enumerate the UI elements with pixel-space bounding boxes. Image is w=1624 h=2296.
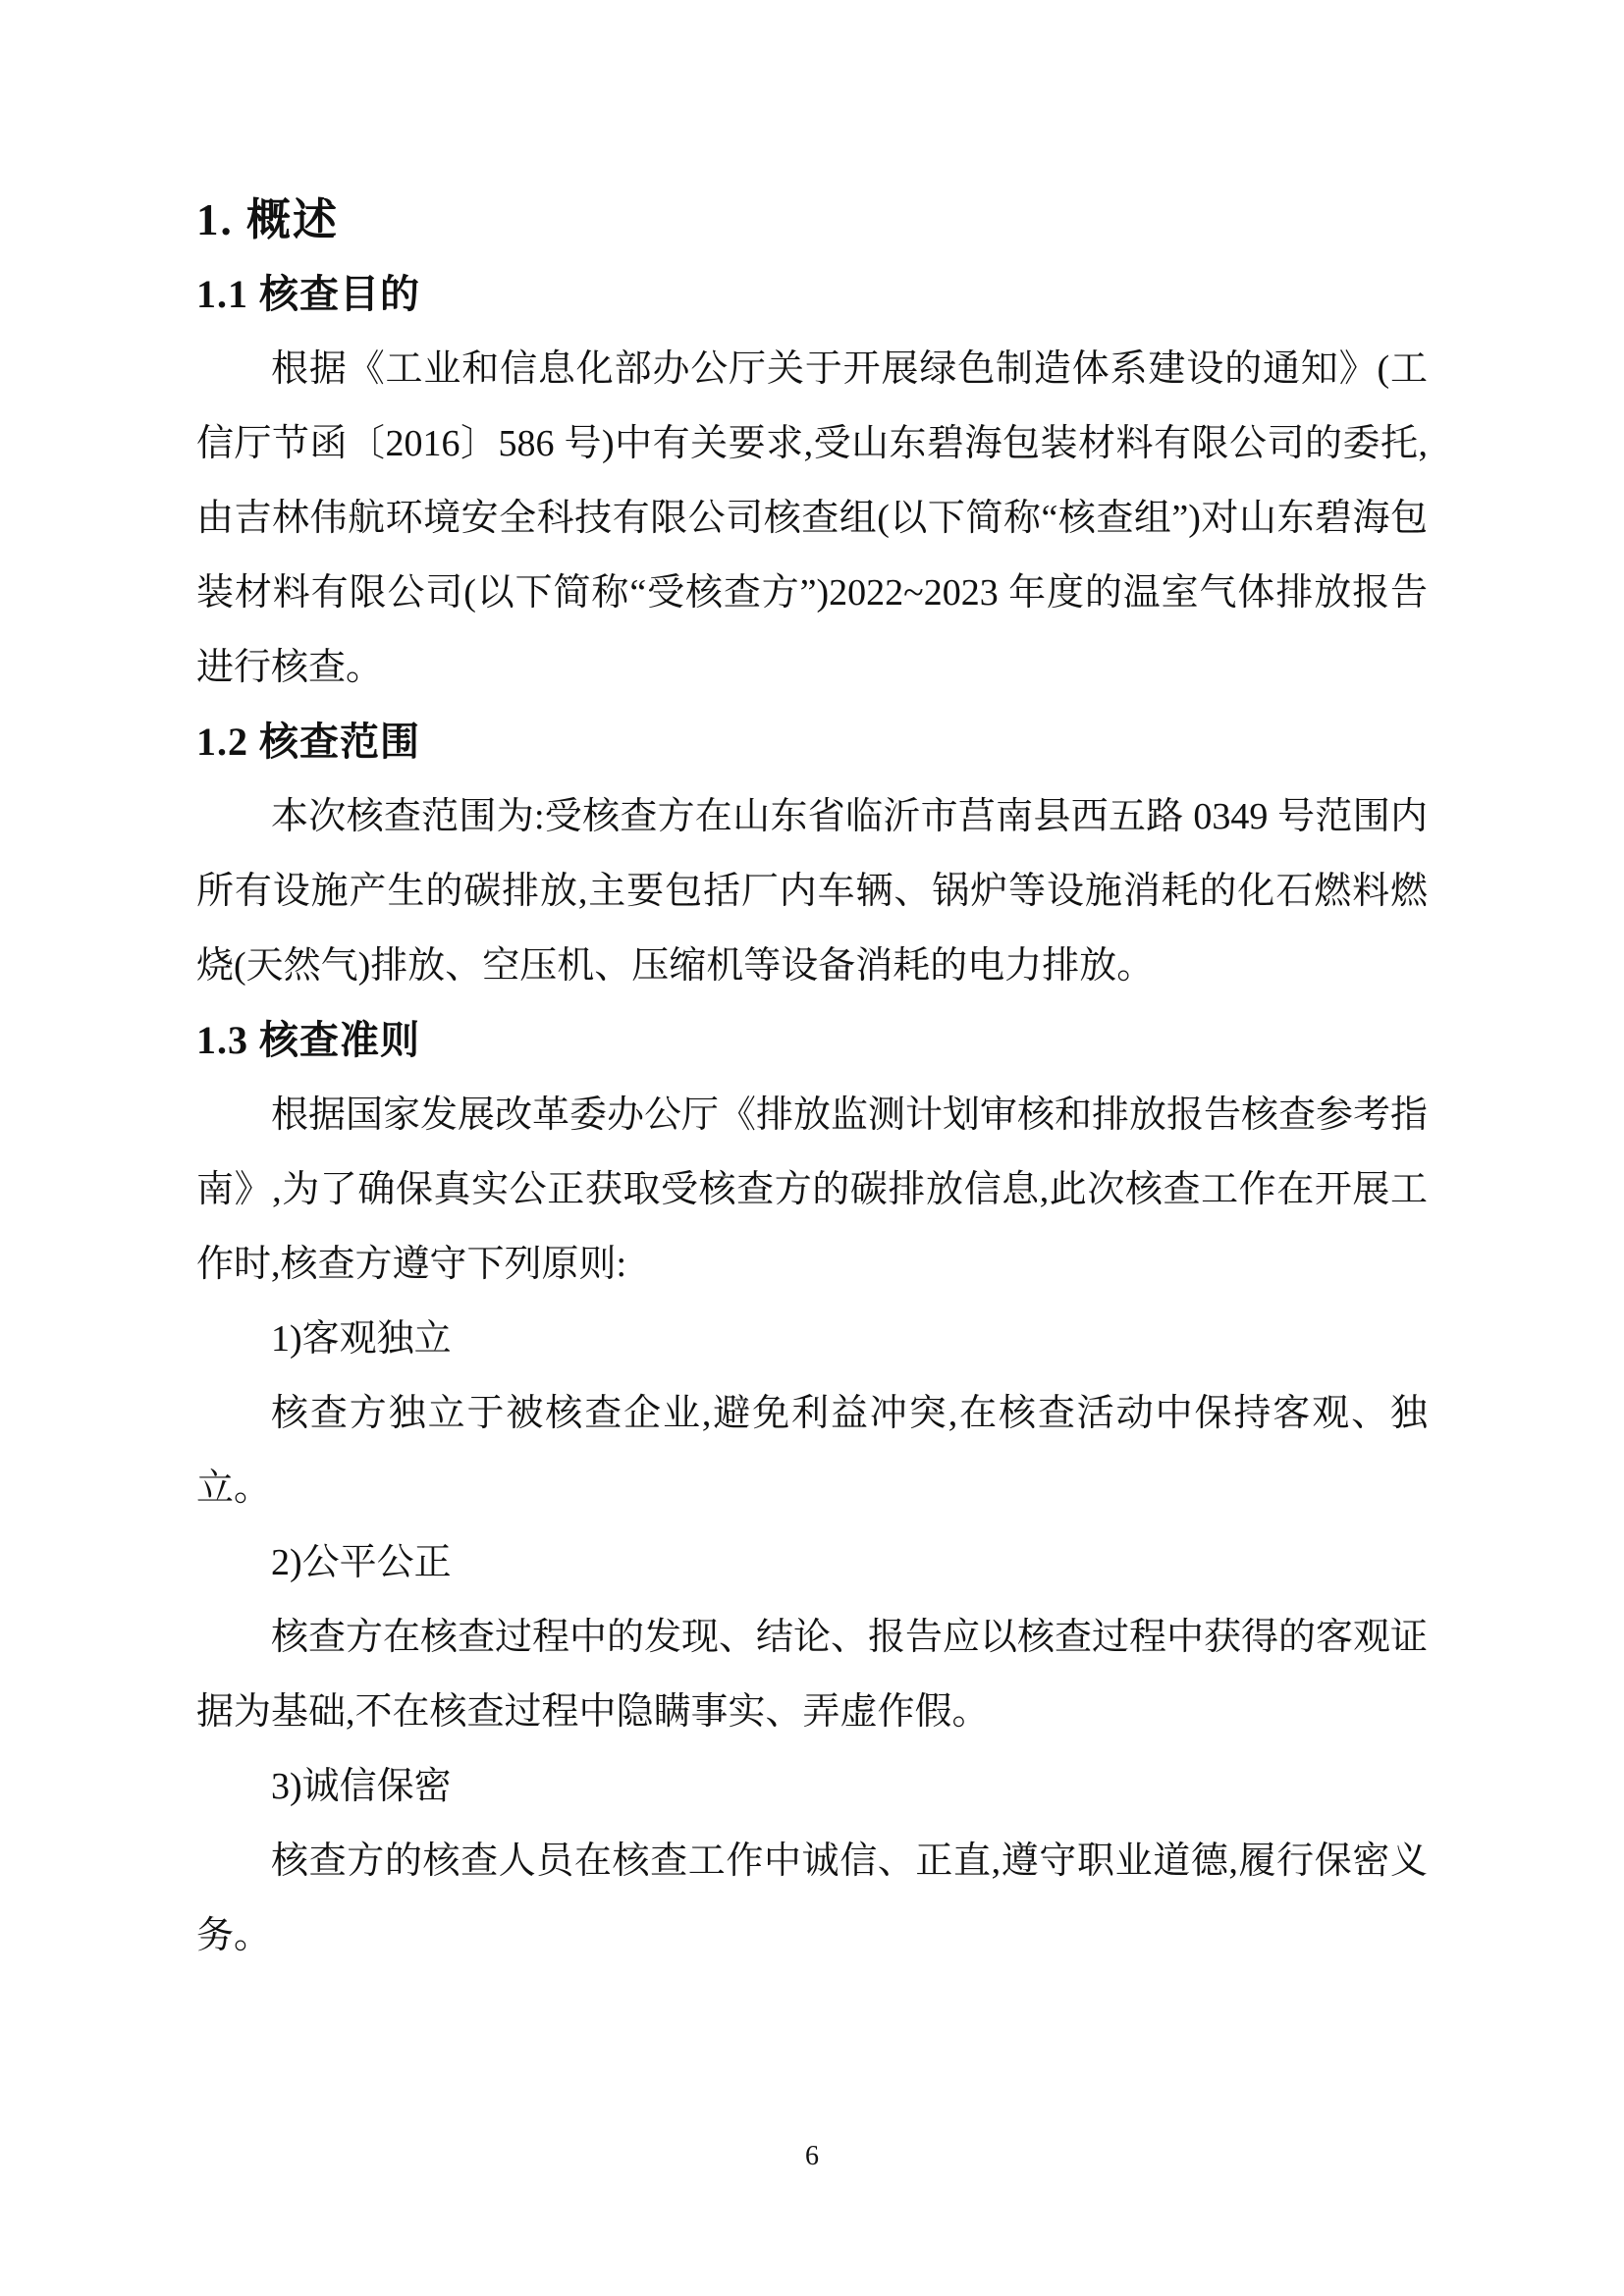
principle-3-title: 3)诚信保密	[271, 1766, 452, 1807]
heading-overview: 1. 概述	[196, 195, 340, 244]
page-number: 6	[805, 2141, 819, 2171]
heading-verification-criteria: 1.3 核查准则	[196, 1018, 420, 1062]
document-body	[196, 183, 1428, 1973]
paragraph-verification-criteria-intro: 根据国家发展改革委办公厅《排放监测计划审核和排放报告核查参考指南》,为了确保真实公正获取受核查方的碳排放信息,此次核查工作在开展工作时,核查方遵守下列原则:	[196, 1095, 1429, 1285]
heading-verification-scope: 1.2 核查范围	[196, 720, 420, 764]
principle-3-body: 核查方的核查人员在核查工作中诚信、正直,遵守职业道德,履行保密义务。	[196, 1841, 1428, 1956]
principle-2-body: 核查方在核查过程中的发现、结论、报告应以核查过程中获得的客观证据为基础,不在核查过程中隐瞒事实、弄虚作假。	[196, 1617, 1429, 1733]
principle-1-title: 1)客观独立	[271, 1318, 452, 1360]
principle-2-title: 2)公平公正	[271, 1542, 452, 1583]
principle-1-body: 核查方独立于被核查企业,避免利益冲突,在核查活动中保持客观、独立。	[196, 1393, 1428, 1509]
paragraph-verification-scope: 本次核查范围为:受核查方在山东省临沂市莒南县西五路 0349 号范围内所有设施产生的碳排放,主要包括厂内车辆、锅炉等设施消耗的化石燃料燃烧(天然气)排放、空压机、压缩机等设备消耗的电力排放。	[196, 796, 1428, 987]
heading-verification-purpose: 1.1 核查目的	[196, 272, 420, 316]
paragraph-verification-purpose: 根据《工业和信息化部办公厅关于开展绿色制造体系建设的通知》(工信厅节函〔2016〕586 号)中有关要求,受山东碧海包装材料有限公司的委托,由吉林伟航环境安全科技有限公司核查组(以下简称“核查组”)对山东碧海包装材料有限公司(以下简称“受核查方”)2022~2023 年度的温室气体排放报告进行核查。	[196, 348, 1428, 688]
